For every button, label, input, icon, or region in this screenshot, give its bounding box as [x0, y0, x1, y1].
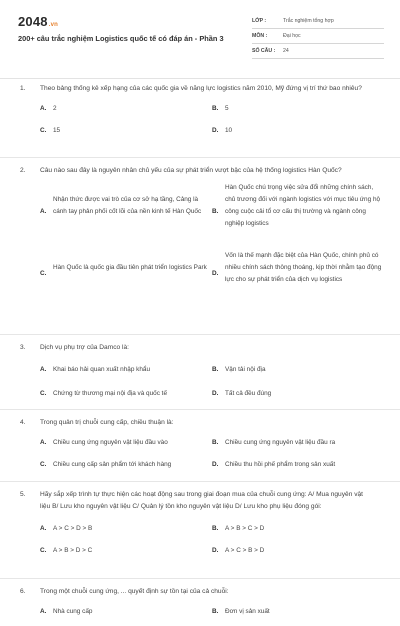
meta-label-count: SỐ CÂU : [252, 48, 276, 54]
option-text: 15 [53, 127, 61, 134]
question-list [0, 83, 400, 626]
option-letter: D. [212, 270, 219, 277]
meta-row-class [252, 14, 384, 29]
option-text: Khai báo hải quan xuất nhập khẩu [53, 366, 151, 373]
answer-option-d[interactable] [212, 388, 377, 400]
option-letter: B. [212, 525, 219, 532]
site-logo[interactable] [18, 14, 58, 29]
question-text: Trong quản trị chuỗi cung cấp, chiều thuận là: [40, 419, 174, 426]
question-item [0, 165, 400, 335]
option-letter: C. [40, 461, 47, 468]
option-text: Tất cả đều đúng [225, 390, 272, 397]
answer-option-a[interactable] [40, 606, 200, 618]
option-text: 10 [225, 127, 233, 134]
answer-option-a[interactable] [40, 437, 208, 449]
option-letter: B. [212, 208, 219, 215]
header-divider [0, 78, 400, 79]
question-number: 4. [20, 419, 26, 426]
answer-option-c[interactable] [40, 459, 208, 471]
option-text: Chiều cung cấp sản phẩm tới khách hàng [53, 461, 172, 468]
question-item [0, 342, 400, 410]
meta-row-count [252, 44, 384, 59]
question-item [0, 417, 400, 482]
option-text: A > C > D > B [53, 525, 93, 532]
question-text: Dịch vụ phụ trợ của Damco là: [40, 344, 129, 351]
answer-option-d[interactable] [212, 545, 372, 557]
meta-value-count: 24 [283, 48, 289, 54]
option-text: Hàn Quốc chú trọng việc sửa đổi những chính sách, chủ trương đối với ngành logistics với mục tiêu ứng hộ công cuộc cải tổ cơ cấu thị trường và ngành công nghiệp logistics [225, 184, 381, 227]
question-item [0, 83, 400, 158]
option-text: 2 [53, 105, 57, 112]
meta-value-subject: Đại học [283, 33, 301, 39]
option-text: Vốn là thế mạnh đặc biệt của Hàn Quốc, chính phủ có nhiều chính sách thông thoáng, kịp thời nhằm tạo động lực cho sự phát triển của dịch vụ logistics [225, 252, 382, 283]
meta-label-subject: MÔN : [252, 33, 268, 39]
option-letter: D. [212, 390, 219, 397]
logo-main-text: 2048 [18, 14, 48, 29]
option-letter: A. [40, 105, 47, 112]
answer-option-b[interactable] [212, 103, 372, 115]
answer-option-c[interactable] [40, 262, 210, 277]
option-letter: B. [212, 366, 219, 373]
question-number: 1. [20, 85, 26, 92]
option-text: Chiều cung ứng nguyên vật liệu đầu ra [225, 439, 336, 446]
answer-option-c[interactable] [40, 125, 200, 137]
meta-label-class: LỚP : [252, 18, 267, 24]
option-letter: A. [40, 208, 47, 215]
option-text: Nhà cung cấp [53, 608, 93, 615]
question-item [0, 586, 400, 626]
question-text: Theo bảng thống kê xếp hạng của các quốc gia về năng lực logistics năm 2010, Mỹ đứng vị trí thứ bao nhiêu? [40, 85, 362, 92]
option-letter: B. [212, 105, 219, 112]
answer-option-d[interactable] [212, 459, 382, 471]
option-letter: C. [40, 390, 47, 397]
meta-row-subject [252, 29, 384, 44]
answer-option-a[interactable] [40, 364, 205, 376]
option-letter: D. [212, 461, 219, 468]
option-text: Đơn vị sản xuất [225, 608, 270, 615]
question-text: Câu nào sau đây là nguyên nhân chủ yếu của sự phát triển vượt bậc của hệ thống logistics Hàn Quốc? [40, 167, 342, 174]
option-letter: C. [40, 547, 47, 554]
question-text: Trong một chuỗi cung ứng, ... quyết định sự tồn tại của cả chuỗi: [40, 588, 229, 595]
option-text: Chiều thu hồi phế phẩm trong sản xuất [225, 461, 336, 468]
option-letter: A. [40, 439, 47, 446]
question-item [0, 489, 400, 579]
option-letter: A. [40, 366, 47, 373]
document-title: 200+ câu trắc nghiệm Logistics quốc tế có đáp án - Phần 3 [18, 34, 224, 43]
option-text: Nhận thức được vai trò của cơ sở hạ tầng, Cảng là cánh tay phản phối cốt lõi của nền kinh tế Hàn Quốc [53, 196, 202, 215]
document-header [0, 0, 400, 78]
option-text: A > B > D > C [53, 547, 93, 554]
answer-option-a[interactable] [40, 103, 200, 115]
option-text: A > C > B > D [225, 547, 265, 554]
answer-option-d[interactable] [212, 125, 372, 137]
option-letter: D. [212, 547, 219, 554]
logo-suffix-text: .vn [48, 22, 59, 28]
option-letter: B. [212, 608, 219, 615]
option-text: Hàn Quốc là quốc gia đầu tiên phát triển logistics Park [53, 264, 207, 271]
answer-option-b[interactable] [212, 182, 382, 230]
answer-option-b[interactable] [212, 523, 372, 535]
answer-option-b[interactable] [212, 364, 377, 376]
question-number: 3. [20, 344, 26, 351]
question-number: 6. [20, 588, 26, 595]
question-number: 5. [20, 491, 26, 498]
question-number: 2. [20, 167, 26, 174]
option-text: 5 [225, 105, 229, 112]
meta-value-class: Trắc nghiệm tổng hợp [283, 18, 334, 24]
option-letter: A. [40, 525, 47, 532]
option-text: A > B > C > D [225, 525, 265, 532]
option-text: Chứng từ thương mại nội địa và quốc tế [53, 390, 168, 397]
option-letter: D. [212, 127, 219, 134]
answer-option-d[interactable] [212, 250, 382, 286]
answer-option-c[interactable] [40, 388, 205, 400]
answer-option-b[interactable] [212, 606, 372, 618]
option-letter: C. [40, 270, 47, 277]
document-meta-table [252, 14, 384, 59]
option-letter: A. [40, 608, 47, 615]
answer-option-b[interactable] [212, 437, 382, 449]
option-letter: B. [212, 439, 219, 446]
answer-option-c[interactable] [40, 545, 200, 557]
option-letter: C. [40, 127, 47, 134]
answer-option-a[interactable] [40, 194, 210, 218]
question-text: Hãy sắp xếp trình tự thực hiện các hoạt động sau trong giai đoạn mua của chuỗi cung ứng: A/ Mua nguyên vật liệu B/ Lưu kho nguyên vật liệu C/ Quản lý tồn kho nguyên vật liệu D/ Lưu kho phụ liệu đóng gói: [40, 491, 363, 510]
answer-option-a[interactable] [40, 523, 200, 535]
option-text: Vận tải nội địa [225, 366, 266, 373]
option-text: Chiều cung ứng nguyên vật liệu đầu vào [53, 439, 168, 446]
